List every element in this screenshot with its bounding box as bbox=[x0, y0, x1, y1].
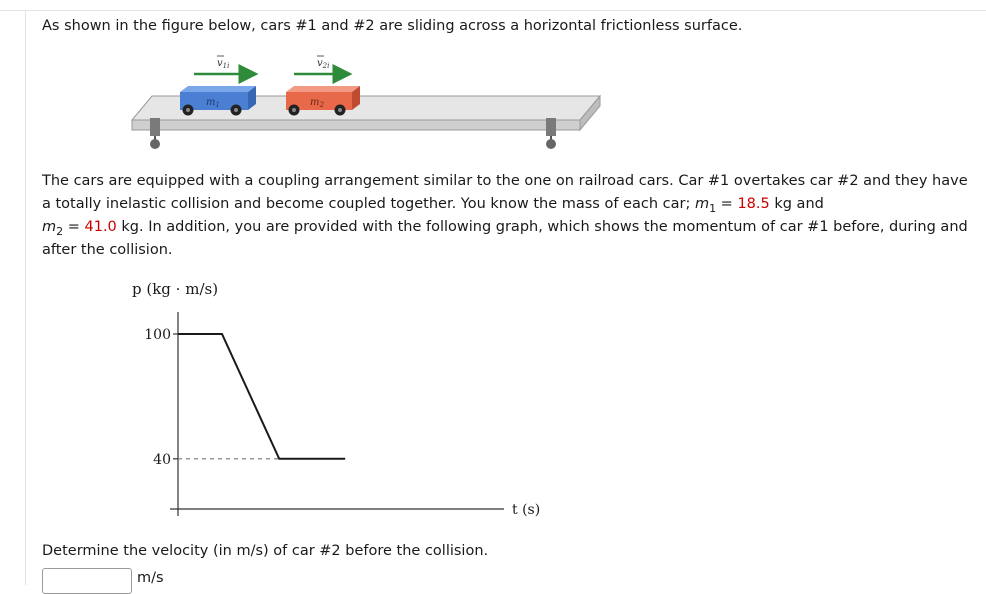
cars-on-track-figure bbox=[128, 52, 608, 152]
problem-intro: As shown in the figure below, cars #1 and #2 are sliding across a horizontal frictionless surface. bbox=[42, 18, 743, 34]
y-tick-label: 40 bbox=[153, 451, 171, 468]
svg-text:m1: $m_1$ bbox=[206, 97, 220, 109]
velocity-arrow-car-2 bbox=[294, 56, 350, 74]
m2-value: 41.0 bbox=[84, 219, 117, 235]
track-leg-left bbox=[150, 118, 160, 149]
left-divider bbox=[25, 10, 26, 585]
problem-body: The cars are equipped with a coupling arrangement similar to the one on railroad cars. Car #1 overtakes car #2 and they have a totally inelastic collision and become coupled together. You know the mass of each car; $m_1 = 18.5$ kg and $m_2 = 41.0$ kg. In addition, you are provided with the following graph, which shows the momentum of car #1 before, during and after the collision. bbox=[42, 173, 968, 258]
top-divider bbox=[0, 0, 986, 11]
momentum-series-line bbox=[178, 334, 345, 459]
answer-input[interactable] bbox=[42, 568, 132, 594]
y-axis-label: p (kg · m/s) bbox=[132, 280, 219, 298]
svg-text:m2: $m_2$ bbox=[310, 97, 324, 109]
x-axis-label: t (s) bbox=[512, 502, 541, 518]
answer-unit: m/s bbox=[137, 570, 164, 586]
track-front bbox=[132, 120, 580, 130]
svg-text:v2i: $v_{2i}$ bbox=[317, 58, 330, 70]
track-leg-right bbox=[546, 118, 556, 149]
svg-text:v1i: $v_{1i}$ bbox=[217, 58, 230, 70]
question-text: Determine the velocity (in m/s) of car #2 before the collision. bbox=[42, 543, 489, 559]
m1-value: 18.5 bbox=[737, 196, 770, 212]
momentum-time-graph bbox=[120, 270, 560, 530]
y-tick-label: 100 bbox=[144, 327, 171, 343]
velocity-arrow-car-1 bbox=[194, 56, 256, 74]
